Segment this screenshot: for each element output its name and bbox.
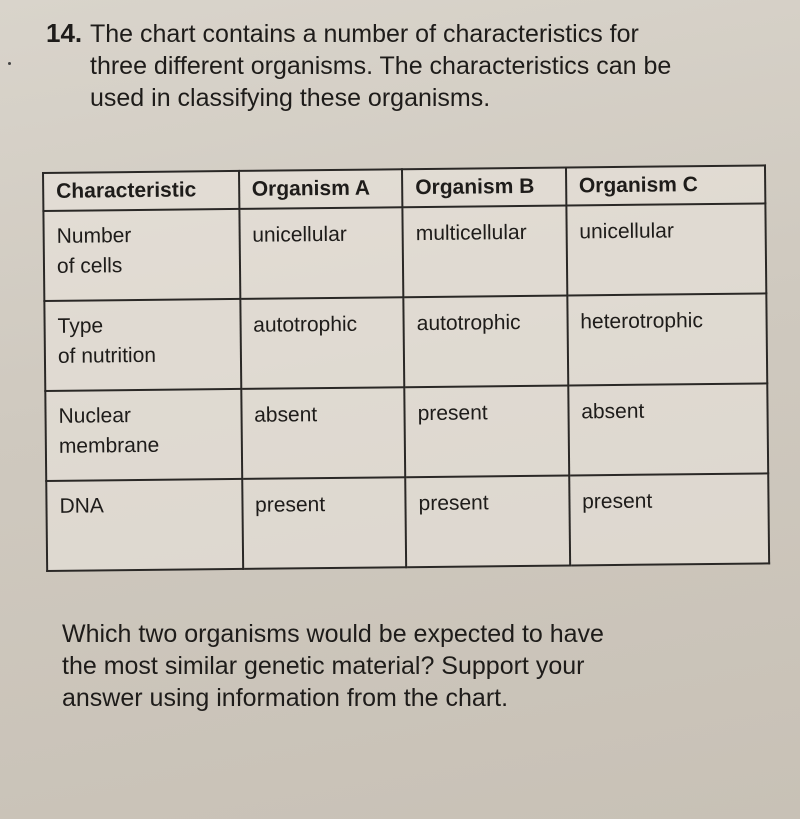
characteristic-cell (46, 479, 243, 571)
characteristic-cell (44, 299, 241, 391)
question-stem (90, 18, 770, 114)
header-characteristic: Characteristic (43, 171, 239, 211)
table-row (46, 473, 769, 571)
characteristic-label-line: DNA (59, 494, 104, 518)
table-row (43, 203, 766, 301)
organism-b-cell: present (404, 386, 569, 478)
characteristic-cell (45, 389, 242, 481)
organism-b-cell: multicellular (402, 206, 567, 298)
header-organism-c: Organism C (566, 165, 766, 205)
organism-c-cell: unicellular (566, 203, 766, 295)
organism-a-cell: absent (241, 387, 405, 479)
table-row (44, 293, 767, 391)
header-organism-a: Organism A (239, 169, 403, 209)
characteristic-label-line: Nuclear (58, 404, 132, 428)
organism-a-cell: present (242, 477, 406, 569)
organism-a-cell: autotrophic (240, 297, 404, 389)
characteristics-table (42, 164, 770, 572)
prompt-line: the most similar genetic material? Support your (62, 652, 585, 680)
organism-c-cell: absent (568, 383, 768, 475)
characteristic-label-line: Number (56, 224, 132, 248)
header-organism-b: Organism B (402, 168, 566, 208)
prompt-line: Which two organisms would be expected to have (62, 620, 604, 648)
characteristic-label-line: of cells (56, 254, 123, 278)
characteristic-cell (43, 209, 240, 301)
prompt-line: answer using information from the chart. (62, 684, 509, 712)
organism-c-cell: heterotrophic (567, 293, 767, 385)
question-line: three different organisms. The characteristics can be (90, 52, 672, 80)
characteristic-label-line: Type (57, 314, 104, 338)
question-line: used in classifying these organisms. (90, 84, 491, 112)
characteristic-label-line: membrane (58, 433, 160, 458)
characteristic-label-line: of nutrition (57, 343, 157, 368)
table-row (45, 383, 768, 481)
organism-b-cell: autotrophic (403, 296, 568, 388)
organism-c-cell: present (569, 473, 769, 565)
question-number: 14. (46, 18, 83, 48)
organism-a-cell: unicellular (239, 207, 403, 299)
question-line: The chart contains a number of characteristics for (90, 20, 639, 48)
organism-b-cell: present (405, 475, 570, 567)
question-prompt (62, 618, 762, 714)
margin-mark (8, 62, 11, 65)
